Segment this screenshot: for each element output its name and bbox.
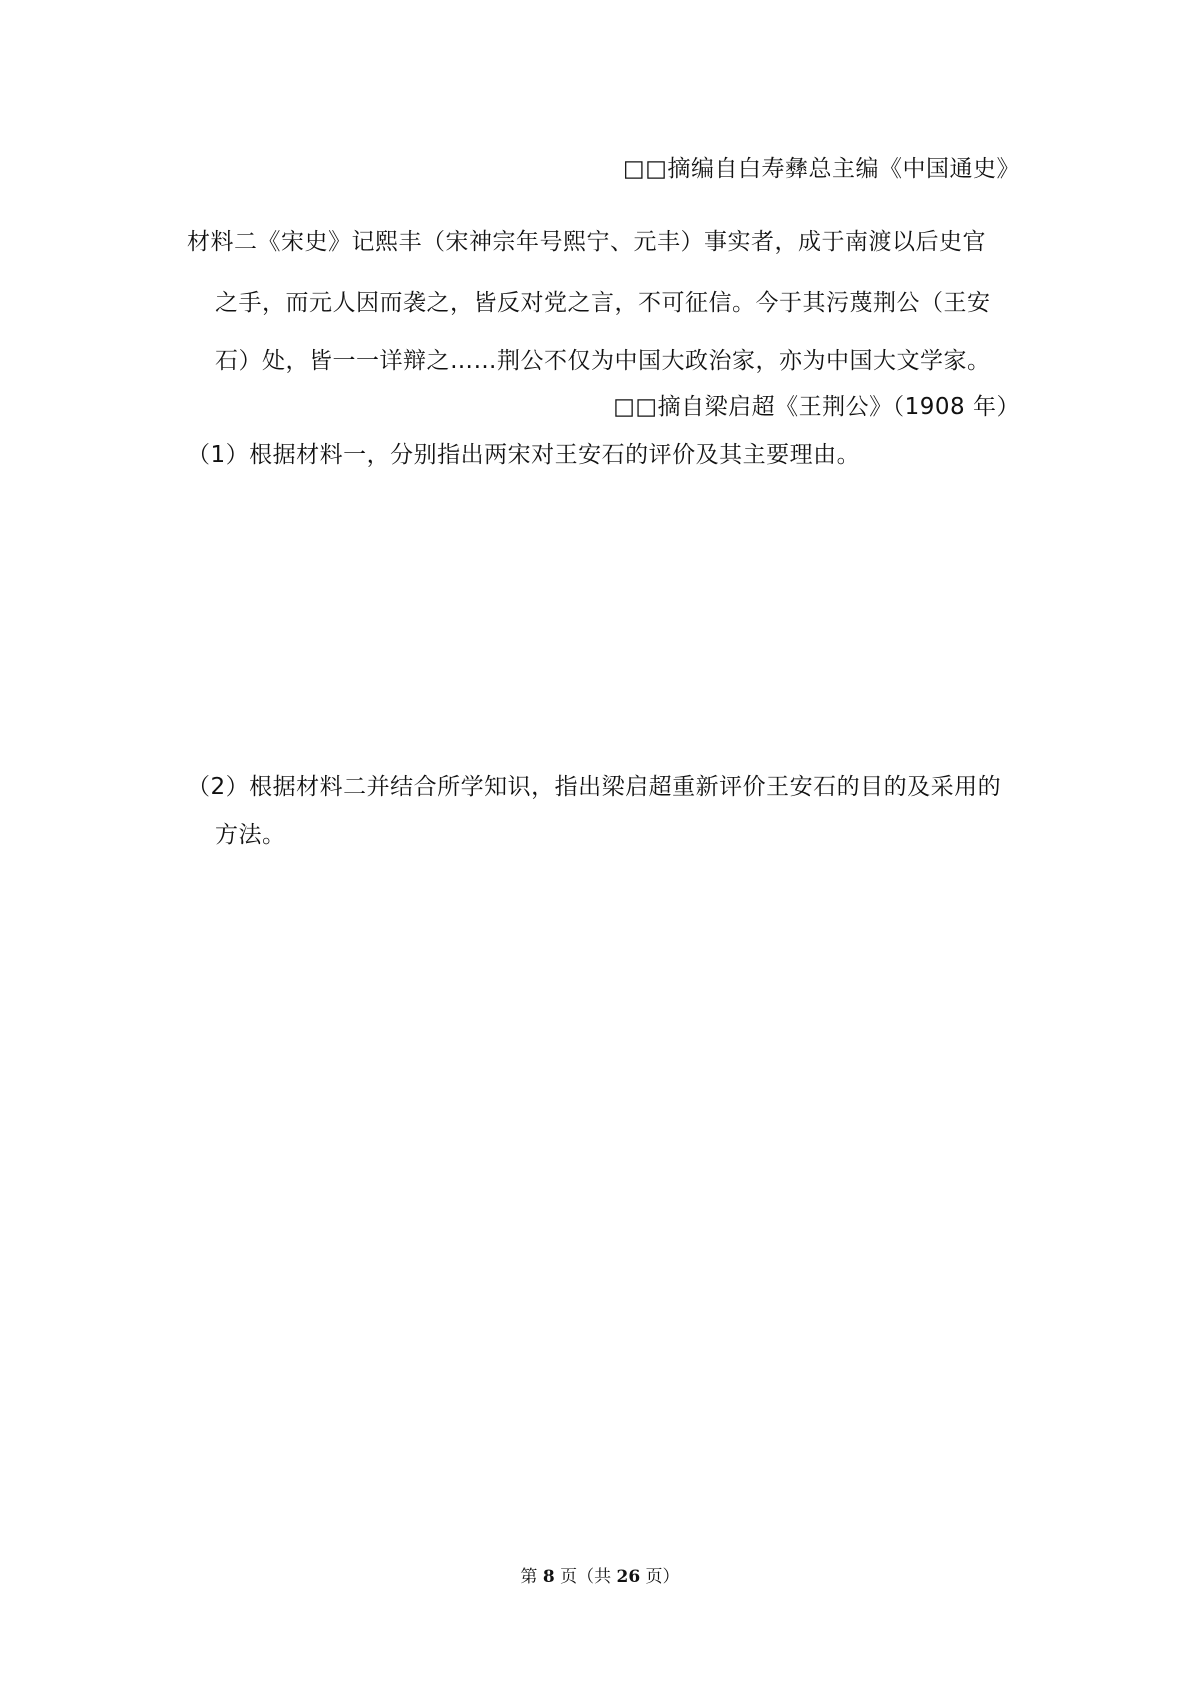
footer-page-number: 8 (542, 1567, 555, 1587)
question-2-line-2: 方法。 (215, 822, 286, 848)
material-2-line-2: 之手，而元人因而袭之，皆反对党之言，不可征信。今于其污蔑荆公（王安 (215, 290, 991, 316)
page-footer (0, 1565, 1200, 1589)
question-1: （1）根据材料一，分别指出两宋对王安石的评价及其主要理由。 (187, 442, 861, 468)
footer-total-pages: 26 (616, 1567, 641, 1587)
source-citation-1: □□摘编自白寿彝总主编《中国通史》 (623, 156, 1020, 182)
source-citation-2: □□摘自梁启超《王荆公》（1908 年） (613, 394, 1020, 420)
question-2-line-1: （2）根据材料二并结合所学知识，指出梁启超重新评价王安石的目的及采用的 (187, 774, 1002, 800)
material-2-line-3: 石）处，皆一一详辩之……荆公不仅为中国大政治家，亦为中国大文学家。 (215, 348, 991, 374)
material-2-line-1: 材料二《宋史》记熙丰（宋神宗年号熙宁、元丰）事实者，成于南渡以后史官 (187, 229, 986, 255)
footer-middle: 页（共 (554, 1567, 617, 1587)
footer-suffix: 页） (640, 1567, 680, 1587)
footer-prefix: 第 (520, 1567, 543, 1587)
